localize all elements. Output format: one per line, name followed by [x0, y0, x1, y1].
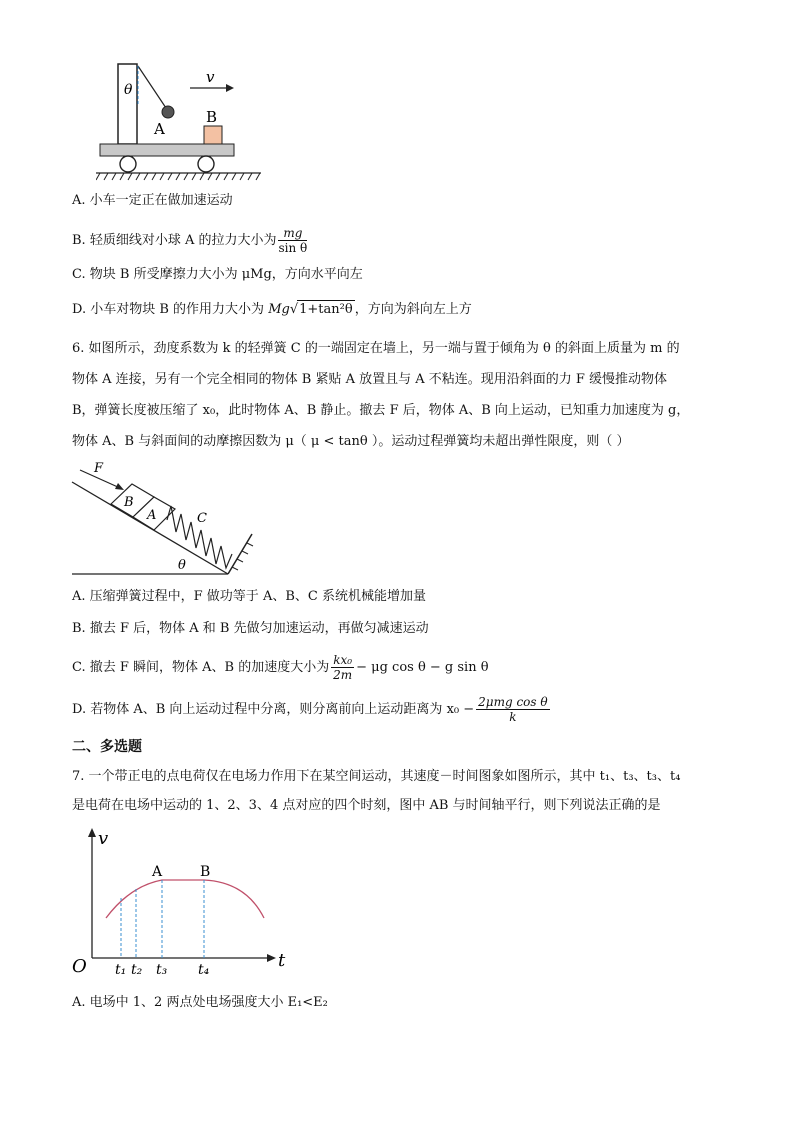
label-theta: θ [178, 558, 186, 573]
q6-option-c-text: C. 撤去 F 瞬间，物体 A、B 的加速度大小为 [72, 660, 330, 675]
label-b: B [124, 495, 134, 510]
q5-option-d-mg: Mg [268, 302, 290, 317]
q6-option-b: B. 撤去 F 后，物体 A 和 B 先做匀加速运动，再做匀减速运动 [72, 621, 429, 636]
block-b [204, 126, 222, 144]
label-c: C [197, 511, 207, 526]
label-a: A [152, 864, 163, 880]
fraction-numerator: mg [278, 226, 307, 241]
label-a: A [147, 508, 157, 523]
fraction-denominator: sin θ [278, 241, 308, 255]
wheel-right [198, 156, 214, 172]
label-a: A [154, 120, 165, 138]
q6-option-c-tail: − μg cos θ − g sin θ [356, 660, 489, 675]
arrow-head [226, 84, 234, 92]
label-theta: θ [124, 82, 133, 98]
tick-label-t4: t₄ [198, 962, 210, 978]
label-t: t [278, 950, 286, 971]
pendulum-string [138, 66, 166, 108]
q6-stem-line: 6. 如图所示，劲度系数为 k 的轻弹簧 C 的一端固定在墙上，另一端与置于倾角为 θ 的斜面上质量为 m 的 [72, 341, 680, 356]
q5-option-d-text: D. 小车对物块 B 的作用力大小为 [72, 302, 265, 317]
tick-label-t2: t₂ [131, 962, 143, 978]
incline-diagram [70, 456, 260, 580]
sqrt-content: 1+tan²θ [299, 302, 353, 317]
sqrt-sign: √ [289, 302, 299, 317]
velocity-curve [106, 880, 264, 918]
fraction-denominator: 2m [333, 668, 353, 682]
t-axis-arrow [267, 954, 276, 962]
q6-option-c [72, 653, 489, 682]
cart-diagram [96, 60, 266, 185]
velocity-time-graph [70, 822, 300, 982]
q5-option-b-text: B. 轻质细线对小球 A 的拉力大小为 [72, 233, 277, 248]
label-v: v [98, 828, 109, 849]
fraction-denominator: k [509, 710, 517, 724]
q6-option-d [72, 695, 552, 724]
tick-label-t1: t₁ [115, 962, 127, 978]
cart-pillar [118, 64, 137, 144]
label-f: F [94, 461, 104, 476]
q5-option-c: C. 物块 B 所受摩擦力大小为 μMg，方向水平向左 [72, 267, 363, 282]
label-o: O [72, 956, 87, 977]
q6-stem-line: 物体 A、B 与斜面间的动摩擦因数为 μ（ μ < tanθ ）。运动过程弹簧均未超出弹性限度，则（ ） [72, 434, 630, 449]
q7-stem-line: 是电荷在电场中运动的 1、2、3、4 点对应的四个时刻，图中 AB 与时间轴平行，则下列说法正确的是 [72, 798, 661, 813]
v-axis-arrow [88, 828, 96, 837]
wall-hatch [232, 543, 253, 570]
q5-option-d [72, 300, 472, 319]
label-b: B [200, 864, 211, 880]
q6-stem-line: B，弹簧长度被压缩了 x₀，此时物体 A、B 静止。撤去 F 后，物体 A、B 向上运动，已知重力加速度为 g， [72, 403, 690, 418]
force-arrow-head [115, 483, 124, 490]
q6-option-c-fraction [331, 653, 354, 682]
wheel-left [120, 156, 136, 172]
fraction-numerator: 2μmg cos θ [478, 695, 548, 709]
q6-option-a: A. 压缩弹簧过程中，F 做功等于 A、B、C 系统机械能增加量 [72, 589, 426, 604]
ball-a [162, 106, 174, 118]
q6-option-d-fraction [476, 695, 549, 724]
q7-option-a: A. 电场中 1、2 两点处电场强度大小 E₁<E₂ [72, 995, 328, 1010]
q5-option-d-direction: ，方向为斜向左上方 [354, 302, 472, 317]
label-b: B [206, 108, 218, 126]
q6-option-d-text: D. 若物体 A、B 向上运动过程中分离，则分离前向上运动距离为 x₀ − [72, 702, 475, 717]
q5-option-b-fraction [278, 226, 307, 255]
q6-stem-line: 物体 A 连接，另有一个完全相同的物体 B 紧贴 A 放置且与 A 不粘连。现用沿斜面的力 F 缓慢推动物体 [72, 372, 668, 387]
fraction-numerator: kx₀ [333, 653, 353, 667]
q7-stem-line: 7. 一个带正电的点电荷仅在电场力作用下在某空间运动，其速度－时间图象如图所示，其中 t₁、t₃、t₃、t₄ [72, 769, 681, 784]
q5-option-b [72, 226, 309, 255]
section-heading: 二、多选题 [72, 739, 142, 755]
tick-label-t3: t₃ [156, 962, 168, 978]
ground-hatch [96, 173, 260, 180]
q5-option-a: A. 小车一定正在做加速运动 [72, 193, 233, 208]
cart-platform [100, 144, 234, 156]
label-v: v [206, 68, 215, 86]
